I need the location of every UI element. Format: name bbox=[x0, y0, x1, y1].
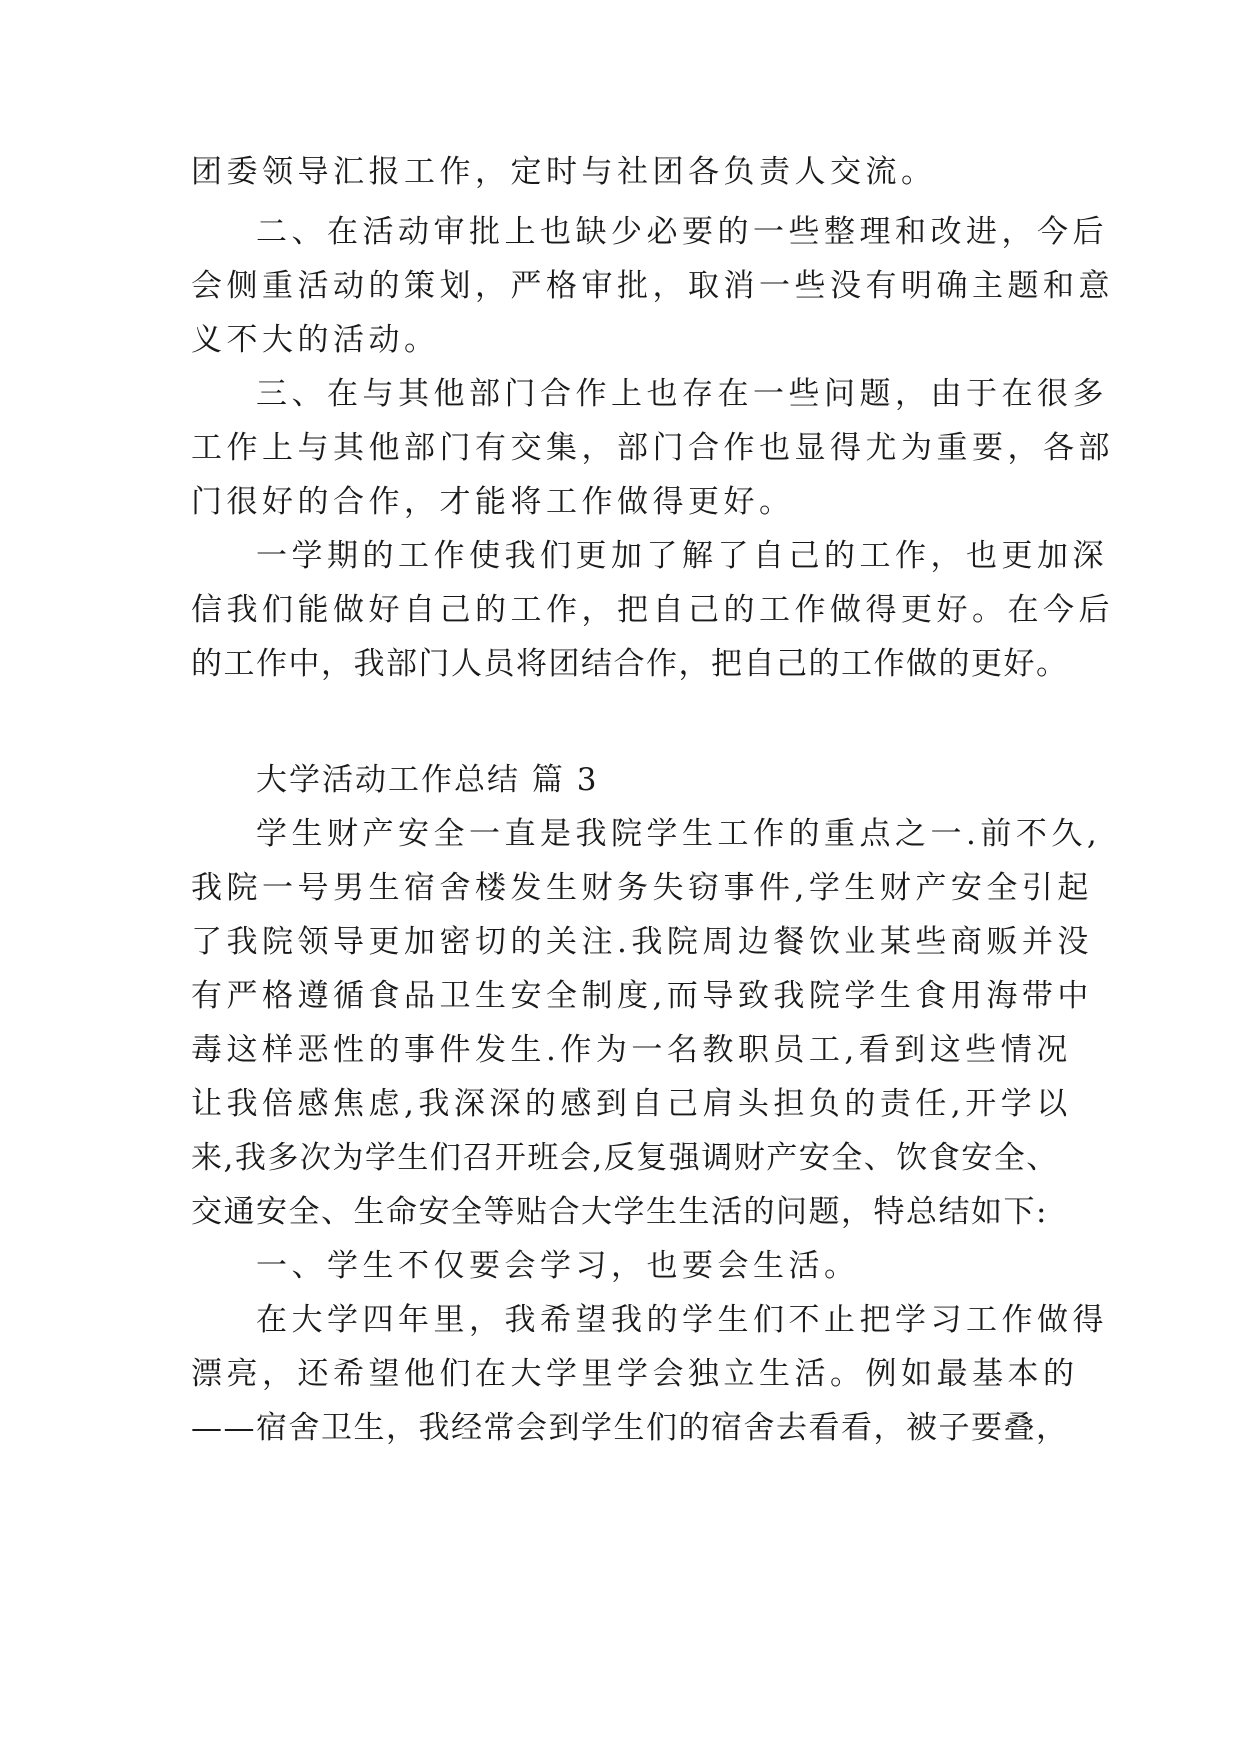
body-text-line: 了我院领导更加密切的关注.我院周边餐饮业某些商贩并没 bbox=[191, 924, 1093, 960]
body-text-line: 会侧重活动的策划，严格审批，取消一些没有明确主题和意 bbox=[191, 268, 1114, 304]
body-text-line: 漂亮，还希望他们在大学里学会独立生活。例如最基本的 bbox=[191, 1356, 1079, 1392]
body-text-line: 在大学四年里，我希望我的学生们不止把学习工作做得 bbox=[256, 1302, 1108, 1338]
body-text-line: 一、学生不仅要会学习，也要会生活。 bbox=[256, 1248, 860, 1284]
body-text-line: 三、在与其他部门合作上也存在一些问题，由于在很多 bbox=[256, 376, 1108, 412]
body-text-line: 我院一号男生宿舍楼发生财务失窃事件,学生财产安全引起 bbox=[191, 870, 1093, 906]
body-text-line: 毒这样恶性的事件发生.作为一名教职员工,看到这些情况 bbox=[191, 1032, 1072, 1068]
body-text-line: 来,我多次为学生们召开班会,反复强调财产安全、饮食安全、 bbox=[191, 1140, 1059, 1176]
body-text-line: 信我们能做好自己的工作，把自己的工作做得更好。在今后 bbox=[191, 592, 1114, 628]
body-text-line: 学生财产安全一直是我院学生工作的重点之一.前不久, bbox=[256, 816, 1102, 852]
section-heading: 大学活动工作总结 篇 3 bbox=[256, 762, 599, 798]
body-text-line: 交通安全、生命安全等贴合大学生生活的问题，特总结如下: bbox=[191, 1194, 1048, 1230]
body-text-line: ——宿舍卫生，我经常会到学生们的宿舍去看看，被子要叠， bbox=[191, 1410, 1069, 1446]
body-text-line: 一学期的工作使我们更加了解了自己的工作，也更加深 bbox=[256, 538, 1108, 574]
body-text-line: 让我倍感焦虑,我深深的感到自己肩头担负的责任,开学以 bbox=[191, 1086, 1072, 1122]
body-text-line: 的工作中，我部门人员将团结合作，把自己的工作做的更好。 bbox=[191, 646, 1069, 682]
body-text-line: 二、在活动审批上也缺少必要的一些整理和改进，今后 bbox=[256, 214, 1108, 250]
body-text-line: 工作上与其他部门有交集，部门合作也显得尤为重要，各部 bbox=[191, 430, 1114, 466]
body-text-line: 门很好的合作，才能将工作做得更好。 bbox=[191, 484, 795, 520]
body-text-line: 有严格遵循食品卫生安全制度,而导致我院学生食用海带中 bbox=[191, 978, 1093, 1014]
body-text-line: 团委领导汇报工作，定时与社团各负责人交流。 bbox=[191, 154, 937, 190]
body-text-line: 义不大的活动。 bbox=[191, 322, 440, 358]
